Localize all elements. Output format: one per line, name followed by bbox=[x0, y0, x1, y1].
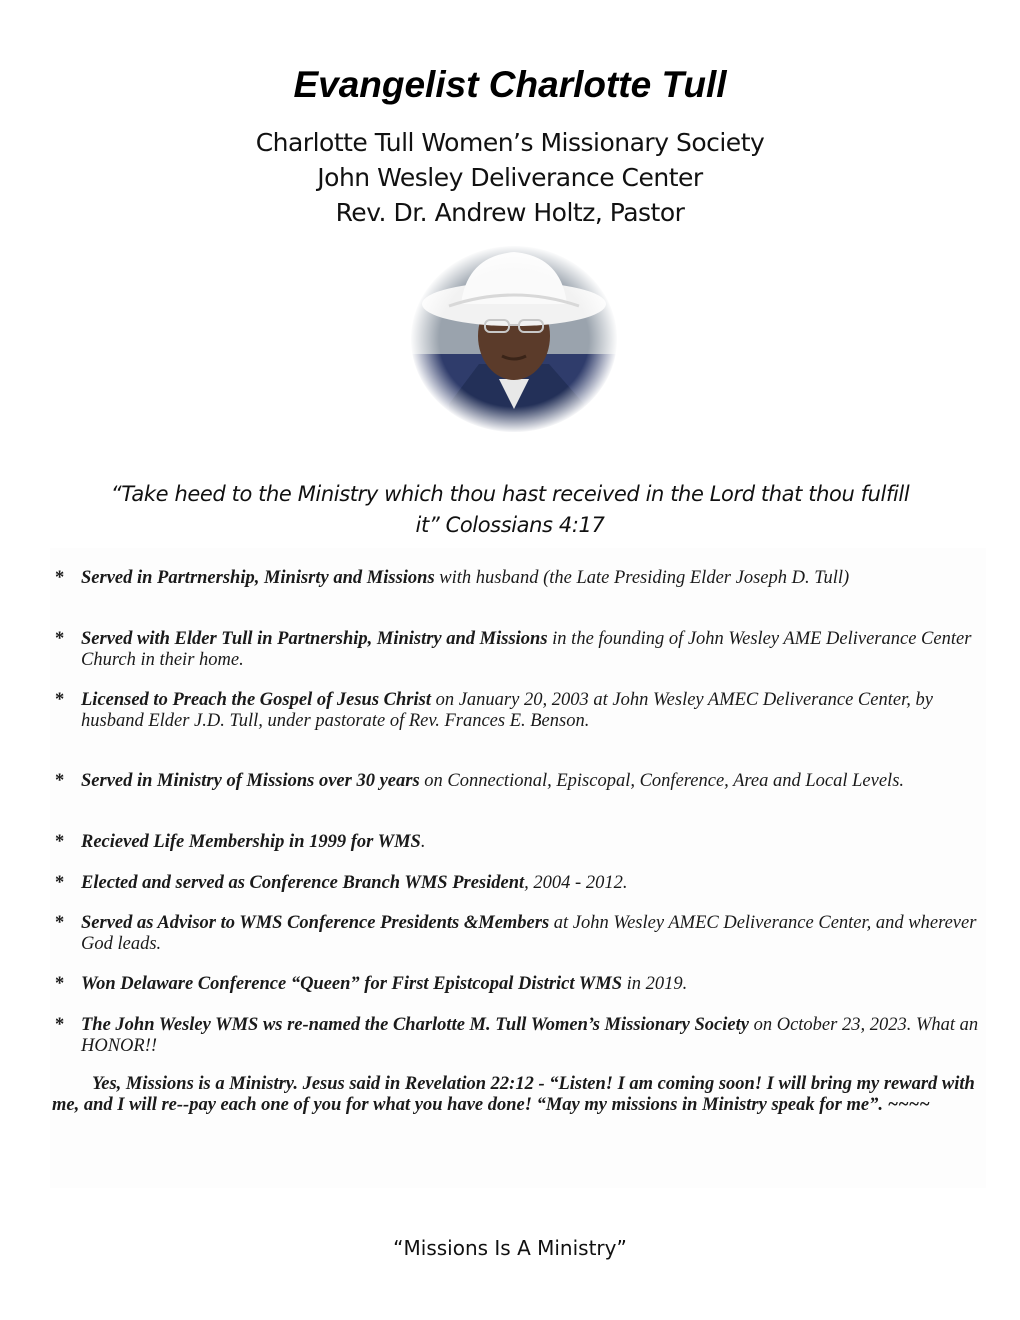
bullet-symbol: * bbox=[55, 1015, 65, 1035]
bullet-bold: Elected and served as Conference Branch WMS President bbox=[81, 873, 525, 893]
footer-motto: “Missions Is A Ministry” bbox=[393, 1236, 627, 1260]
scripture-quote-line-1: “Take heed to the Ministry which thou hast received in the Lord that thou fulfill bbox=[110, 482, 910, 506]
list-item bbox=[55, 913, 985, 955]
bullet-bold: The John Wesley WMS ws re-named the Charlotte M. Tull Women’s Missionary Society bbox=[81, 1015, 749, 1035]
closing-paragraph: Yes, Missions is a Ministry. Jesus said in Revelation 22:12 - “Listen! I am coming soon! I will bring my reward with me, and I will re--pay each one of you for what you have done! “May my missions in Ministry speak for me”. ~~~~ bbox=[52, 1074, 975, 1115]
bullet-symbol: * bbox=[55, 690, 65, 710]
bullet-text: . bbox=[420, 832, 426, 852]
bullet-text: in the founding of John Wesley AME Deliverance Center Church in their home. bbox=[81, 629, 972, 670]
bullet-symbol: * bbox=[55, 974, 65, 994]
list-item bbox=[55, 832, 985, 853]
bullet-text: on January 20, 2003 at John Wesley AMEC Deliverance Center, by husband Elder J.D. Tull, under pastorate of Rev. Frances E. Benson. bbox=[81, 690, 933, 731]
bullet-text: on Connectional, Episcopal, Conference, Area and Local Levels. bbox=[419, 771, 905, 791]
portrait-photo bbox=[409, 244, 619, 434]
list-item bbox=[55, 873, 985, 894]
church-name: John Wesley Deliverance Center bbox=[317, 163, 703, 192]
bullet-text: , 2004 - 2012. bbox=[524, 873, 628, 893]
list-item bbox=[55, 690, 985, 732]
bullet-bold: Recieved Life Membership in 1999 for WMS bbox=[81, 832, 421, 852]
bullet-symbol: * bbox=[55, 832, 65, 852]
list-item bbox=[55, 974, 985, 995]
bullet-bold: Served with Elder Tull in Partnership, Ministry and Missions bbox=[81, 629, 548, 649]
list-item bbox=[55, 568, 985, 589]
society-name: Charlotte Tull Women’s Missionary Society bbox=[255, 128, 765, 157]
bullet-symbol: * bbox=[55, 568, 65, 588]
bullet-bold: Licensed to Preach the Gospel of Jesus Christ bbox=[81, 690, 431, 710]
scripture-quote-line-2: it” Colossians 4:17 bbox=[415, 513, 605, 537]
bullet-symbol: * bbox=[55, 771, 65, 791]
bullet-symbol: * bbox=[55, 873, 65, 893]
bullet-text: with husband (the Late Presiding Elder Joseph D. Tull) bbox=[434, 568, 850, 588]
bullet-bold: Won Delaware Conference “Queen” for First Epistcopal District WMS bbox=[81, 974, 622, 994]
bullet-text: in 2019. bbox=[622, 974, 688, 994]
bullet-symbol: * bbox=[55, 913, 65, 933]
bullet-text: at John Wesley AMEC Deliverance Center, and wherever God leads. bbox=[81, 913, 977, 954]
list-item bbox=[55, 1015, 985, 1057]
bullet-text: on October 23, 2023. What an HONOR!! bbox=[81, 1015, 979, 1056]
bullet-symbol: * bbox=[55, 629, 65, 649]
bullet-bold: Served in Partrnership, Minisrty and Missions bbox=[81, 568, 435, 588]
page-title: Evangelist Charlotte Tull bbox=[293, 64, 727, 105]
bullet-bold: Served in Ministry of Missions over 30 years bbox=[81, 771, 420, 791]
pastor-name: Rev. Dr. Andrew Holtz, Pastor bbox=[335, 198, 685, 227]
list-item bbox=[55, 771, 985, 792]
list-item bbox=[55, 629, 985, 671]
bullet-bold: Served as Advisor to WMS Conference Presidents &Members bbox=[81, 913, 550, 933]
